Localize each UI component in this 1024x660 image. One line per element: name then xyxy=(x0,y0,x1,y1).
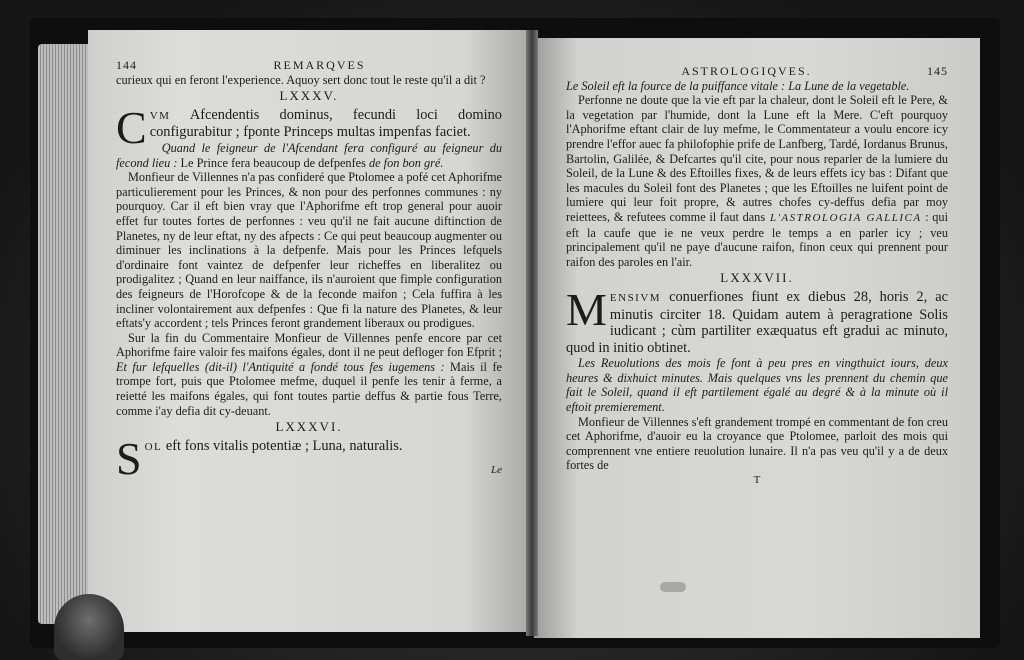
roman-text: Sur la fin du Commentaire Monfieur de Villennes penfe encore par cet Aphorifme faire valoir fes maifons égales, dont il ne peut defloger fon Efprit ; xyxy=(116,330,502,360)
left-page-text xyxy=(116,58,502,484)
roman-text: Perfonne ne doute que la vie eft par la chaleur, dont le Soleil eft le Pere, & la vegetation par l'humide, dont la Lune eft la Mere. C'eft pourquoy l'Aphorifme eftant clair de luy mefme, le Commentateur a voulu encore icy prendre l'effor auec fa philofophie prife de Lanfberg, Tardé, Iordanus Brunus, Bartolin, Galilée, & Defcartes qu'il cite, pour nous reparler de la lumiere du Soleil, de la Lune & des Eftoilles fixes, & de leurs effets icy bas : Difant que les macules du Soleil font des Planetes ; que les Eftoilles ne luifent point de lumiere qui leur foit propre, & autres chofes cy-deffus defia par moy reiettees, & refutees comme il faut dans xyxy=(566,93,948,224)
small-caps: ENSIVM xyxy=(609,291,662,304)
small-caps: L'ASTROLOGIA GALLICA xyxy=(765,211,922,224)
catchword: Le xyxy=(491,464,502,477)
intro-text: curieux qui en feront l'experience. Aquoy sert donc tout le reste qu'il a dit ? xyxy=(116,72,486,87)
running-head-title: REMARQVES xyxy=(273,58,366,72)
thumb xyxy=(54,594,124,660)
drop-cap: C xyxy=(116,101,147,153)
roman-text: : qui eft la caufe que ie ne veux perdre le temps a en parler icy ; veu principalement qu'il ne paye d'aucune raifon, finon ceux qui prennent pour raifon des paroles en l'air. xyxy=(566,209,948,269)
paragraph: Monfieur de Villennes s'eft grandement trompé en commentant de fon creu cet Aphorifme, d'auoir eu la croyance que Ptolomee, parloit des mois qui comprennent vne entiere reuolution lunaire. Il n'a pas veu qu'il y a de deux fortes de xyxy=(566,414,948,473)
drop-cap: M xyxy=(566,283,607,335)
small-caps: VM xyxy=(149,109,171,122)
latin-aphorism xyxy=(116,101,502,153)
latin-text: eft fons vitalis potentiæ ; Luna, naturalis. xyxy=(162,437,403,454)
italic-text: Le Soleil eft la fource de la puiffance vitale : xyxy=(566,78,786,93)
left-running-head xyxy=(116,58,502,73)
italic-text: La Lune de la vegetable. xyxy=(785,78,910,93)
right-running-head xyxy=(566,64,948,79)
italic-text: Et fur lefquelles (dit-il) l'Antiquité a fondé tous fes iugemens : xyxy=(116,359,445,374)
french-translation xyxy=(566,79,948,94)
section-heading: LXXXVI. xyxy=(275,419,343,435)
section-heading: LXXXV. xyxy=(279,88,339,104)
section-heading: LXXXVII. xyxy=(720,270,794,286)
paper-stain xyxy=(660,582,686,592)
right-page-text xyxy=(566,64,948,488)
paragraph: Monfieur de Villennes n'a pas confideré que Ptolomee a pofé cet Aphorifme particulierement pour les Princes, & non pour des perfonnes communes : ny pourquoy. Car il eft bien vray que l'Aphorifme eft trop general pour auoir effet fur toutes fortes de perfonnes : veu qu'il ne fait aucune diftinction de Planetes, ny de leur eftat, ny des afpects : Ce qui peut beaucoup augmenter ou diminuer les inclinations à la defpenfe. Mais pour les Princes lefquels d'ordinaire font vaintez de defpenfer leur richeffes en liberalitez ou prodigalitez ; Quand en leur naiffance, ils n'auroient que fimple configuration des feigneurs de l'Horofcope & de la feconde maifon ; Cela fuffira à les incliner volontairement aux defpenfes : Que fi la nature des Planetes, & leur eftats'y accordent ; tels Princes feront grandement liberaux ou prodigues. xyxy=(116,170,502,331)
book-gutter xyxy=(526,30,538,636)
french-translation: Les Reuolutions des mois fe font à peu pres en vingthuict iours, deux heures & dixhuict minutes. Mais quelques vns les prennent du chemin que fait le Soleil, quand il eft partilement égalé au degré & à la minute où il eftoit premierement. xyxy=(566,356,948,415)
french-translation xyxy=(116,141,502,170)
running-head-title: ASTROLOGIQVES. xyxy=(681,64,812,78)
italic-text: de fon bon gré. xyxy=(365,155,444,170)
italic-text: Quand le feigneur de l'Afcendant fera configuré au feigneur du fecond lieu : xyxy=(116,140,502,170)
roman-text: Mais il fe trompe fort, puis que Ptolomee mefme, duquel il penfe les tenir à ferme, a reietté les maifons égales, qui font toutes partie deffus & partie fous Terre, comme i'ay defia dit cy-deuant. xyxy=(116,359,502,418)
latin-text: Afcendentis dominus, fecundi loci domino configurabitur ; fponte Princeps multas impenfas faciet. xyxy=(149,106,502,141)
signature-mark: T xyxy=(753,474,761,487)
small-caps: OL xyxy=(144,440,163,453)
latin-aphorism xyxy=(566,283,948,356)
latin-aphorism xyxy=(116,432,502,484)
drop-cap: S xyxy=(116,432,142,484)
paragraph xyxy=(116,331,502,419)
paragraph xyxy=(566,93,948,269)
page-number: 145 xyxy=(927,64,948,78)
latin-text: conuerfiones fiunt ex diebus 28, horis 2, ac minutis circiter 18. Quidam autem à peragratione Solis iudicant ; cùm partiliter exæquatus eft gradui ac minuto, quod in initio obtinet. xyxy=(566,288,948,356)
page-number: 144 xyxy=(116,58,137,72)
roman-text: Le Prince fera beaucoup de defpenfes xyxy=(177,155,366,170)
